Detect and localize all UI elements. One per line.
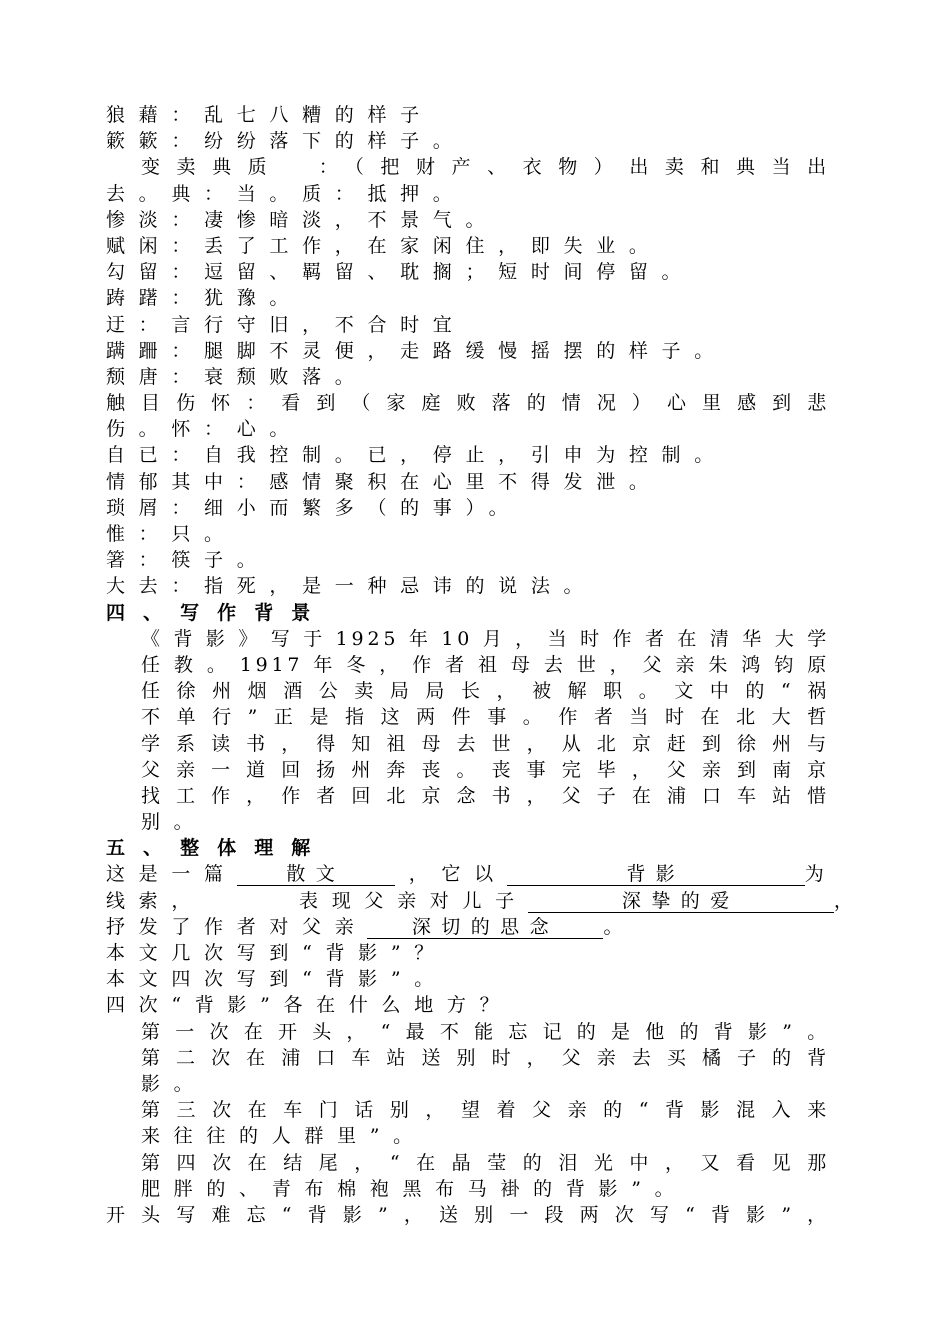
background-paragraph-line: 找工作，作者回北京念书，父子在浦口车站惜 bbox=[141, 784, 830, 807]
fill-text: 抒发了作者对父亲 bbox=[106, 915, 368, 938]
background-paragraph-line: 不单行”正是指这两件事。作者当时在北大哲 bbox=[141, 706, 830, 729]
list-item: 影。 bbox=[141, 1072, 207, 1095]
answer-line: 本文四次写到“背影”。 bbox=[106, 968, 447, 991]
vocab-entry: 颓唐：衰颓败落。 bbox=[106, 365, 368, 388]
vocab-entry: 变卖典质 ：（把财产、衣物）出卖和典当出 bbox=[141, 156, 830, 179]
section-heading-background: 四、写作背景 bbox=[106, 601, 329, 624]
fill-text: 。 bbox=[603, 915, 637, 938]
background-paragraph-line: 任徐州烟酒公卖局局长，被解职。文中的“祸 bbox=[141, 680, 830, 703]
answer-blank-love: 深挚的爱 bbox=[528, 891, 834, 913]
fill-text: 线索， bbox=[106, 889, 205, 912]
fill-blank-line-2 bbox=[106, 888, 867, 914]
list-item: 肥胖的、青布棉袍黑布马褂的背影”。 bbox=[141, 1177, 688, 1200]
background-paragraph-line: 学系读书，得知祖母去世，从北京赶到徐州与 bbox=[141, 732, 830, 755]
vocab-entry: 蹒跚：腿脚不灵便，走路缓慢摇摆的样子。 bbox=[106, 339, 727, 362]
fill-text: ， bbox=[833, 889, 867, 912]
background-paragraph-line: 别。 bbox=[141, 811, 207, 834]
fill-text: 表现父亲对儿子 bbox=[299, 889, 528, 912]
question-line: 本文几次写到“背影”？ bbox=[106, 942, 447, 964]
section-heading-understanding: 五、整体理解 bbox=[106, 837, 329, 860]
background-paragraph-line: 父亲一道回扬州奔丧。丧事完毕，父亲到南京 bbox=[141, 758, 830, 781]
answer-blank-feeling: 深切的思念 bbox=[367, 917, 603, 939]
fill-text: 这是一篇 bbox=[106, 863, 237, 886]
vocab-entry: 惟：只。 bbox=[106, 523, 237, 545]
question-line: 四次“背影”各在什么地方？ bbox=[106, 994, 513, 1017]
vocab-entry: 簌簌：纷纷落下的样子。 bbox=[106, 130, 466, 153]
list-item: 第四次在结尾，“在晶莹的泪光中，又看见那 bbox=[141, 1151, 830, 1174]
list-item: 来往往的人群里”。 bbox=[141, 1125, 426, 1148]
vocab-entry: 琐屑：细小而繁多（的事）。 bbox=[106, 496, 522, 519]
list-item: 第三次在车门话别，望着父亲的“背影混入来 bbox=[141, 1099, 830, 1122]
answer-blank-clue: 背影 bbox=[507, 864, 805, 886]
background-paragraph-line: 任教。1917年冬，作者祖母去世，父亲朱鸿钧原 bbox=[141, 653, 830, 676]
list-item: 第二次在浦口车站送别时，父亲去买橘子的背 bbox=[141, 1046, 830, 1069]
fill-text: ，它以 bbox=[408, 863, 507, 886]
vocab-entry: 伤。怀：心。 bbox=[106, 418, 303, 441]
vocab-entry: 触目伤怀：看到（家庭败落的情况）心里感到悲 bbox=[106, 392, 830, 415]
vocab-entry: 大去：指死，是一种忌讳的说法。 bbox=[106, 575, 597, 598]
vocab-entry: 迂：言行守旧，不合时宜 bbox=[106, 313, 466, 336]
vocab-entry: 去。典：当。质：抵押。 bbox=[106, 182, 466, 205]
background-paragraph-line: 《背影》写于1925年10月，当时作者在清华大学 bbox=[141, 627, 830, 650]
vocab-entry: 自已：自我控制。已，停止，引申为控制。 bbox=[106, 444, 727, 467]
vocab-entry: 狼藉：乱七八糟的样子 bbox=[106, 104, 433, 126]
vocab-entry: 踌躇：犹豫。 bbox=[106, 287, 303, 310]
vocab-entry: 赋闲：丢了工作，在家闲住，即失业。 bbox=[106, 234, 662, 257]
document-body bbox=[106, 102, 867, 1228]
vocab-entry: 情郁其中：感情聚积在心里不得发泄。 bbox=[106, 470, 662, 493]
fill-text: 为 bbox=[804, 863, 838, 886]
vocab-entry: 勾留：逗留、羁留、耽搁；短时间停留。 bbox=[106, 261, 695, 284]
paragraph-line: 开头写难忘“背影”，送别一段两次写“背影”， bbox=[106, 1203, 830, 1226]
list-item: 第一次在开头，“最不能忘记的是他的背影”。 bbox=[141, 1020, 830, 1043]
fill-blank-line-1 bbox=[106, 861, 846, 887]
vocab-entry: 惨淡：凄惨暗淡，不景气。 bbox=[106, 208, 499, 231]
vocab-entry: 箸：筷子。 bbox=[106, 549, 270, 572]
answer-blank-genre: 散文 bbox=[237, 864, 395, 886]
fill-blank-line-3 bbox=[106, 914, 846, 940]
